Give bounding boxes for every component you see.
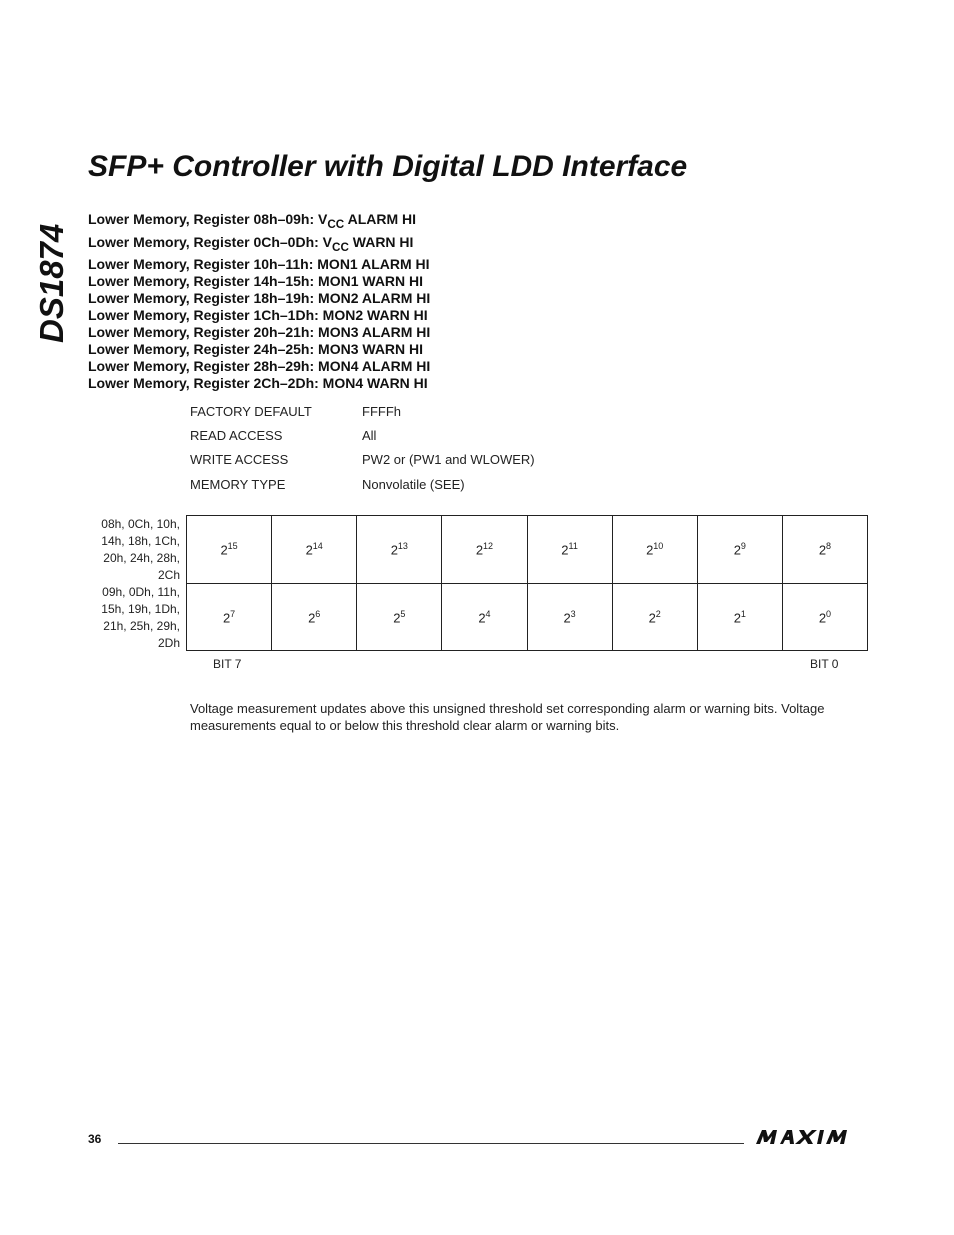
register-line: Lower Memory, Register 0Ch–0Dh: $V_{CC}$ WARN HI xyxy=(88,233,414,254)
register-line: Lower Memory, Register 18h–19h: MON2 ALARM HI xyxy=(88,290,431,307)
register-line: Lower Memory, Register 20h–21h: MON3 ALARM HI xyxy=(88,324,431,341)
bit-cell: $2^5$ xyxy=(357,583,442,651)
bit-cell: $2^1$ xyxy=(697,583,782,651)
property-value: Nonvolatile (SEE) xyxy=(362,476,465,492)
bit-7-label: BIT 7 xyxy=(213,657,242,671)
register-line: Lower Memory, Register 1Ch–1Dh: MON2 WARN HI xyxy=(88,307,428,324)
property-row xyxy=(190,399,535,423)
property-row xyxy=(190,423,535,447)
register-line: Lower Memory, Register 10h–11h: MON1 ALARM HI xyxy=(88,256,430,273)
property-key: MEMORY TYPE xyxy=(190,476,286,492)
register-line: Lower Memory, Register 28h–29h: MON4 ALARM HI xyxy=(88,357,431,374)
bit-0-label: BIT 0 xyxy=(810,657,839,671)
register-line: Lower Memory, Register 24h–25h: MON3 WARN HI xyxy=(88,340,424,357)
bit-cell: $2^{14}$ xyxy=(272,516,357,584)
register-properties xyxy=(190,399,535,496)
description-paragraph: Voltage measurement updates above this unsigned threshold set corresponding alarm or warning bits. Voltage measurements equal to or below this threshold clear alarm or warning bits. xyxy=(190,701,825,733)
register-line: Lower Memory, Register 14h–15h: MON1 WARN HI xyxy=(88,273,424,290)
register-list xyxy=(88,211,430,392)
property-key: READ ACCESS xyxy=(190,427,283,443)
bit-table xyxy=(186,515,868,651)
bit-row-low xyxy=(187,583,868,651)
page-number: 36 xyxy=(88,1132,102,1146)
property-value: FFFFh xyxy=(362,403,401,419)
bit-cell: $2^{11}$ xyxy=(527,516,612,584)
maxim-logo-icon xyxy=(754,1128,864,1146)
property-value: All xyxy=(362,427,377,443)
bit-cell: $2^0$ xyxy=(782,583,867,651)
bit-cell: $2^9$ xyxy=(697,516,782,584)
address-label-low: 09h, 0Dh, 11h, 15h, 19h, 1Dh, 21h, 25h, 29h, 2Dh xyxy=(101,585,180,650)
bit-cell: $2^2$ xyxy=(612,583,697,651)
bit-cell: $2^8$ xyxy=(782,516,867,584)
bit-row-high xyxy=(187,516,868,584)
bit-cell: $2^4$ xyxy=(442,583,527,651)
page-title: SFP+ Controller with Digital LDD Interface xyxy=(88,150,688,183)
property-key: WRITE ACCESS xyxy=(190,452,289,468)
bit-cell: $2^{12}$ xyxy=(442,516,527,584)
bit-cell: $2^{10}$ xyxy=(612,516,697,584)
side-title: DS1874 xyxy=(33,223,70,343)
property-key: FACTORY DEFAULT xyxy=(190,403,312,419)
bit-cell: $2^6$ xyxy=(272,583,357,651)
bit-cell: $2^7$ xyxy=(187,583,272,651)
bit-cell: $2^{13}$ xyxy=(357,516,442,584)
property-value: PW2 or (PW1 and WLOWER) xyxy=(362,452,535,468)
bit-cell: $2^3$ xyxy=(527,583,612,651)
footer-rule xyxy=(118,1143,744,1144)
register-line: Lower Memory, Register 2Ch–2Dh: MON4 WARN HI xyxy=(88,374,428,391)
bit-cell: $2^{15}$ xyxy=(187,516,272,584)
register-line: Lower Memory, Register 08h–09h: $V_{CC}$ ALARM HI xyxy=(88,211,417,231)
property-row xyxy=(190,472,535,496)
address-label-high: 08h, 0Ch, 10h, 14h, 18h, 1Ch, 20h, 24h, 28h, 2Ch xyxy=(101,517,180,582)
property-row xyxy=(190,448,535,472)
